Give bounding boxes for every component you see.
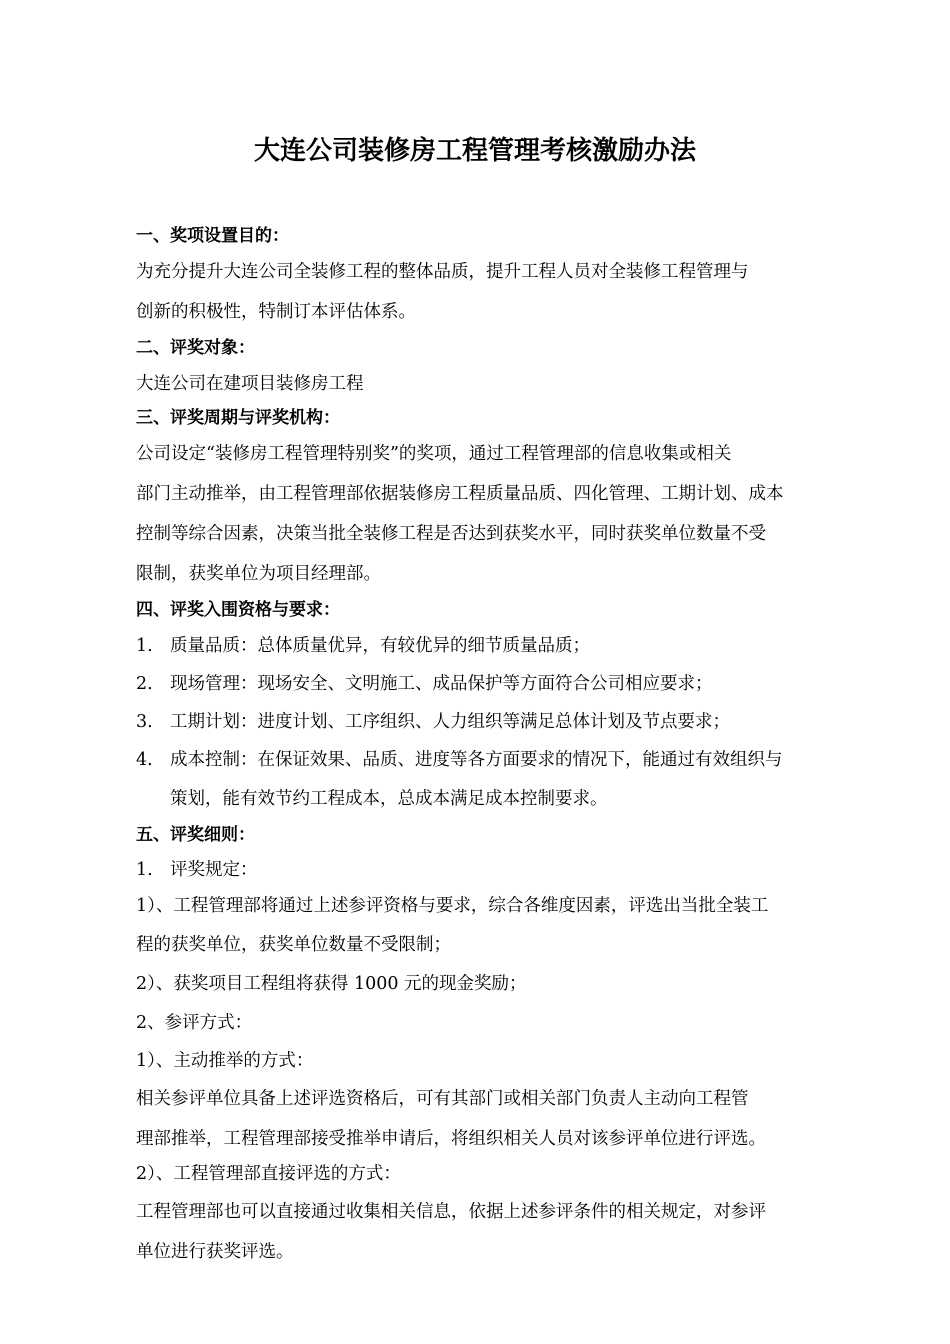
list-item	[136, 674, 816, 694]
paragraph-line: 理部推举，工程管理部接受推举申请后，将组织相关人员对该参评单位进行评选。	[136, 1129, 766, 1149]
subsection-heading	[136, 860, 816, 880]
document-body	[136, 222, 816, 1262]
paragraph-line: 为充分提升大连公司全装修工程的整体品质，提升工程人员对全装修工程管理与	[136, 262, 749, 282]
list-number: 2.	[136, 674, 153, 694]
list-item-continuation: 策划，能有效节约工程成本，总成本满足成本控制要求。	[170, 789, 608, 809]
paragraph-line: 工程管理部也可以直接通过收集相关信息，依据上述参评条件的相关规定，对参评	[136, 1202, 766, 1222]
paragraph-line: 相关参评单位具备上述评选资格后，可有其部门或相关部门负责人主动向工程管	[136, 1089, 749, 1109]
list-item	[136, 712, 816, 732]
list-number: 1.	[136, 636, 153, 656]
list-text: 工期计划：进度计划、工序组织、人力组织等满足总体计划及节点要求；	[170, 712, 730, 732]
paragraph-line: 限制，获奖单位为项目经理部。	[136, 564, 381, 584]
list-text: 现场管理：现场安全、文明施工、成品保护等方面符合公司相应要求；	[170, 674, 713, 694]
list-number: 4.	[136, 750, 153, 770]
subsection-heading: 2、参评方式：	[136, 1013, 253, 1033]
paragraph-line: 1）、主动推举的方式：	[136, 1051, 314, 1071]
section-heading-3: 三、评奖周期与评奖机构：	[136, 408, 340, 428]
paragraph-line: 1）、工程管理部将通过上述参评资格与要求，综合各维度因素，评选出当批全装工	[136, 896, 769, 916]
paragraph-line: 公司设定“装修房工程管理特别奖”的奖项，通过工程管理部的信息收集或相关	[136, 444, 732, 464]
paragraph-line: 程的获奖单位，获奖单位数量不受限制；	[136, 935, 451, 955]
paragraph-line: 单位进行获奖评选。	[136, 1242, 294, 1262]
subsection-label: 评奖规定：	[170, 860, 258, 880]
list-number: 3.	[136, 712, 153, 732]
list-item	[136, 636, 816, 656]
paragraph-line: 大连公司在建项目装修房工程	[136, 374, 364, 394]
paragraph-line: 创新的积极性，特制订本评估体系。	[136, 302, 416, 322]
section-heading-2: 二、评奖对象：	[136, 338, 255, 358]
paragraph-line: 控制等综合因素，决策当批全装修工程是否达到获奖水平，同时获奖单位数量不受	[136, 524, 766, 544]
paragraph-line: 2）、获奖项目工程组将获得 1000 元的现金奖励；	[136, 974, 527, 994]
list-text: 质量品质：总体质量优异，有较优异的细节质量品质；	[170, 636, 590, 656]
list-text: 成本控制：在保证效果、品质、进度等各方面要求的情况下，能通过有效组织与	[170, 750, 783, 770]
list-number: 1.	[136, 860, 153, 880]
paragraph-line: 2）、工程管理部直接评选的方式：	[136, 1164, 401, 1184]
section-heading-1: 一、奖项设置目的：	[136, 226, 289, 246]
list-item	[136, 750, 816, 770]
section-heading-4: 四、评奖入围资格与要求：	[136, 600, 340, 620]
section-heading-5: 五、评奖细则：	[136, 825, 255, 845]
document-title: 大连公司装修房工程管理考核激励办法	[253, 136, 696, 166]
paragraph-line: 部门主动推举，由工程管理部依据装修房工程质量品质、四化管理、工期计划、成本	[136, 484, 784, 504]
